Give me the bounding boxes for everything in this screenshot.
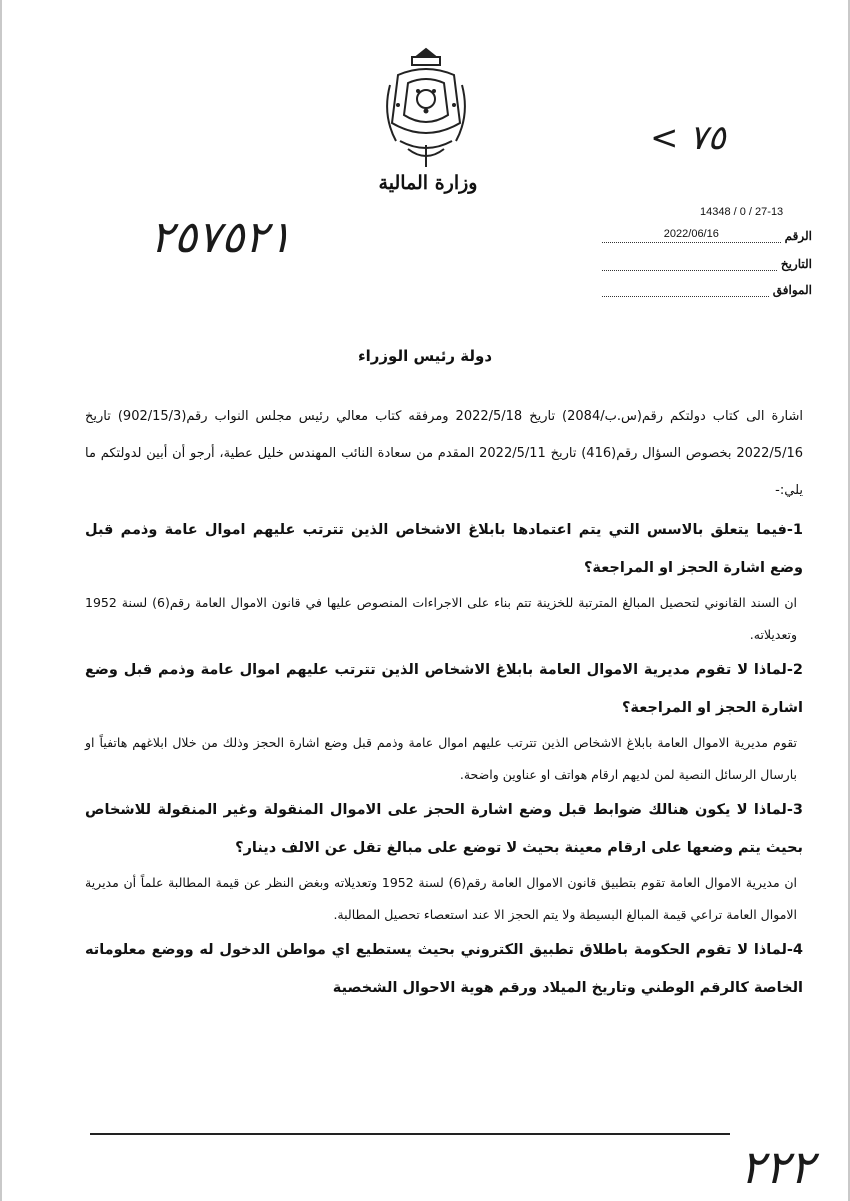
ref-row-number — [602, 228, 812, 243]
handwritten-registration-number: ٢٥٧٥٢١ — [150, 212, 292, 263]
question-1: 1-فيما يتعلق بالاسس التي يتم اعتمادها بابلاغ الاشخاص الذين تترتب عليهم اموال عامة وذمم قبل وضع اشارة الحجز او المراجعة؟ — [85, 522, 803, 576]
question-4: 4-لماذا لا تقوم الحكومة باطلاق تطبيق الكتروني بحيث يستطيع اي مواطن الدخول له ووضع معلوماته الخاصة كالرقم الوطني وتاريخ الميلاد ورقم هوية الاحوال الشخصية — [85, 942, 803, 996]
answer-3: ان مديرية الاموال العامة تقوم بتطبيق قانون الاموال العامة رقم(6) لسنة 1952 وتعديلاته وبغض النظر عن قيمة المطالبة علماً أن مديرية الاموال العامة تراعي قيمة المبالغ البسيطة ولا يتم الحجز الا عند استعصاء تحصيل المطالبة. — [85, 875, 798, 922]
ref-value: 2022/06/16 — [602, 228, 781, 243]
corresponding-value — [602, 282, 769, 297]
addressee: دولة رئيس الوزراء — [357, 347, 493, 365]
date-label: التاريخ — [780, 257, 812, 271]
scan-edge-left — [0, 0, 2, 1201]
corresponding-label: الموافق — [772, 283, 812, 297]
handwritten-top-mark: < ٧٥ — [650, 118, 726, 158]
date-value — [602, 256, 777, 271]
letter-body — [85, 398, 803, 1007]
ministry-name: وزارة المالية — [378, 172, 478, 194]
answer-1: ان السند القانوني لتحصيل المبالغ المترتبة للخزينة تتم بناء على الاجراءات المنصوص عليها في قانون الاموال العامة رقم(6) لسنة 1952 وتعديلاته. — [85, 595, 797, 642]
question-2: 2-لماذا لا تقوم مديرية الاموال العامة بابلاغ الاشخاص الذين تترتب عليهم اموال عامة وذمم قبل وضع اشارة الحجز او المراجعة؟ — [85, 662, 803, 716]
reference-number: 14348 / 0 / 27-13 — [700, 206, 784, 218]
hashemite-coat-of-arms-icon — [378, 45, 474, 175]
handwritten-page-number: ٢٢٢ — [740, 1140, 815, 1194]
ref-label: الرقم — [784, 229, 812, 243]
ref-row-date — [602, 256, 812, 271]
answer-2: تقوم مديرية الاموال العامة بابلاغ الاشخاص الذين تترتب عليهم اموال عامة وذمم قبل وضع اشارة الحجز وذلك من خلال ابلاغهم هاتفياً او بارسال الرسائل النصية لمن لديهم ارقام هواتف او عناوين واضحة. — [85, 735, 797, 782]
footer-divider — [90, 1133, 730, 1135]
intro-paragraph: اشارة الى كتاب دولتكم رقم(س.ب/2084) تاريخ 2022/5/18 ومرفقه كتاب معالي رئيس مجلس النواب رقم(902/15/3) تاريخ 2022/5/16 بخصوص السؤال رقم(416) تاريخ 2022/5/11 المقدم من سعادة النائب المهندس خليل عطية، أرجو أن أبين لدولتكم ما يلي:- — [85, 409, 804, 498]
question-3: 3-لماذا لا يكون هنالك ضوابط قبل وضع اشارة الحجز على الاموال المنقولة وغير المنقولة للاشخاص بحيث يتم وضعها على ارقام معينة بحيث لا توضع على مبالغ تقل عن الالف دينار؟ — [85, 802, 803, 856]
ref-row-corresponding — [602, 282, 812, 297]
